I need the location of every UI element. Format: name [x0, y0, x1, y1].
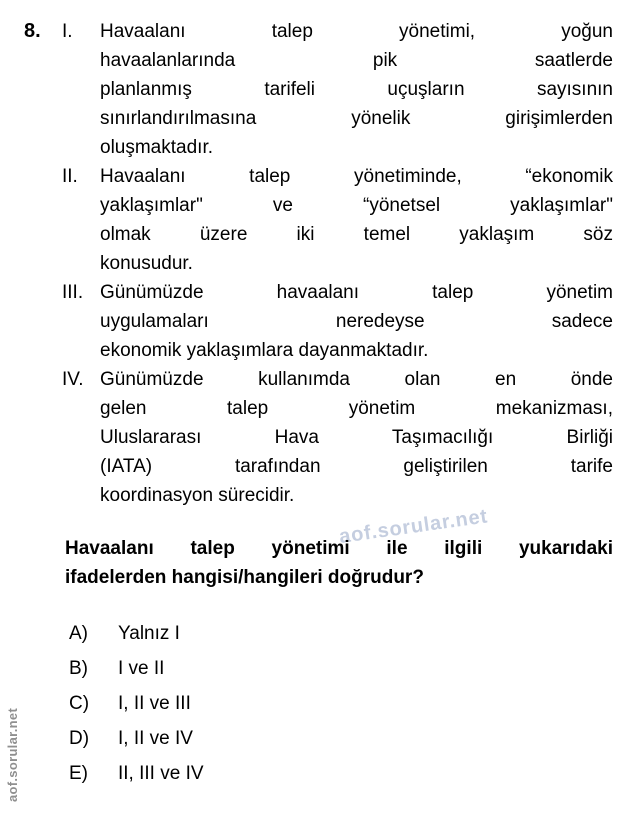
statement-text-2: [100, 162, 613, 278]
text-line: gelen talep yönetim mekanizması,: [100, 398, 613, 419]
text-line: yaklaşımlar" ve “yönetsel yaklaşımlar": [100, 195, 613, 216]
statement-numeral-3: III.: [62, 282, 84, 303]
text-line: planlanmış tarifeli uçuşların sayısının: [100, 79, 613, 100]
text-line: oluşmaktadır.: [100, 137, 213, 158]
text-line: Havaalanı talep yönetimi, yoğun: [100, 21, 613, 42]
options-list: [69, 616, 636, 791]
question-number: 8.: [24, 20, 41, 42]
statement-numeral-2: II.: [62, 166, 78, 187]
text-line: uygulamaları neredeyse sadece: [100, 311, 613, 332]
question-stem: [65, 534, 613, 592]
statement-text-3: [100, 278, 613, 365]
text-line: koordinasyon sürecidir.: [100, 485, 295, 506]
option-b-letter: B): [69, 658, 88, 679]
option-a-text: Yalnız I: [118, 623, 180, 644]
option-e-letter: E): [69, 763, 88, 784]
text-line: ekonomik yaklaşımlara dayanmaktadır.: [100, 340, 429, 361]
text-line: sınırlandırılmasına yönelik girişimlerden: [100, 108, 613, 129]
option-c-text: I, II ve III: [118, 693, 191, 714]
watermark-center: aof.sorular.net: [337, 505, 490, 549]
option-c: [69, 686, 636, 721]
stem-line-2: ifadelerden hangisi/hangileri doğrudur?: [65, 567, 424, 588]
statement-list: [62, 17, 613, 510]
statement-item-3: [62, 278, 613, 365]
option-b: [69, 651, 636, 686]
option-a-letter: A): [69, 623, 88, 644]
text-line: Günümüzde havaalanı talep yönetim: [100, 282, 613, 303]
option-c-letter: C): [69, 693, 90, 714]
option-e: [69, 756, 636, 791]
text-line: konusudur.: [100, 253, 193, 274]
statement-text-1: [100, 17, 613, 162]
option-e-text: II, III ve IV: [118, 763, 204, 784]
stem-line-1: Havaalanı talep yönetimi ile ilgili yukarıdaki: [65, 538, 613, 559]
statement-item-4: [62, 365, 613, 510]
text-line: havaalanlarında pik saatlerde: [100, 50, 613, 71]
statement-numeral-4: IV.: [62, 369, 84, 390]
statement-item-1: [62, 17, 613, 162]
option-b-text: I ve II: [118, 658, 165, 679]
option-d: [69, 721, 636, 756]
statement-text-4: [100, 365, 613, 510]
statement-numeral-1: I.: [62, 21, 73, 42]
option-d-text: I, II ve IV: [118, 728, 193, 749]
option-a: [69, 616, 636, 651]
text-line: Havaalanı talep yönetiminde, “ekonomik: [100, 166, 613, 187]
text-line: Uluslararası Hava Taşımacılığı Birliği: [100, 427, 613, 448]
text-line: Günümüzde kullanımda olan en önde: [100, 369, 613, 390]
option-d-letter: D): [69, 728, 90, 749]
text-line: (IATA) tarafından geliştirilen tarife: [100, 456, 613, 477]
statement-item-2: [62, 162, 613, 278]
text-line: olmak üzere iki temel yaklaşım söz: [100, 224, 613, 245]
watermark-side-vertical: aof.sorular.net: [5, 707, 20, 802]
